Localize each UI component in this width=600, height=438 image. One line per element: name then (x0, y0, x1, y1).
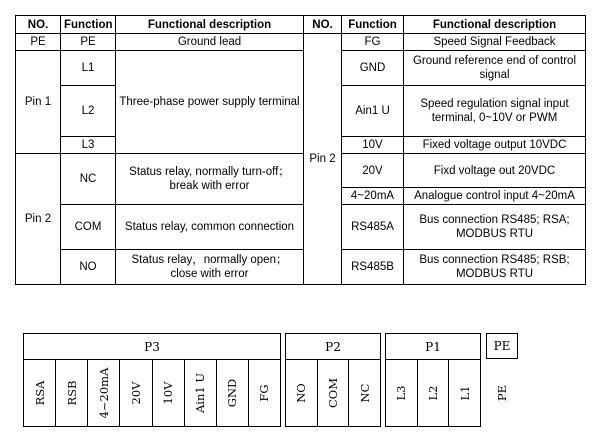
cell-pe-function: PE (61, 34, 116, 51)
cell-nc-description: Status relay, normally turn-off；break with error (116, 154, 304, 205)
cell-right-description: Speed Signal Feedback (404, 34, 586, 51)
header-function-left: Function (61, 16, 116, 34)
cell-l1: L1 (61, 51, 116, 86)
cell-nc: NC (61, 154, 116, 205)
terminal-label-p1: P1 (385, 333, 481, 359)
cell-right-function: Ain1 U (342, 86, 404, 137)
terminal-pin: L3 (386, 360, 418, 426)
table-row (16, 250, 586, 285)
terminal-pin: L2 (418, 360, 450, 426)
cell-right-function: FG (342, 34, 404, 51)
terminal-pins-p3 (23, 359, 281, 427)
terminal-pin: 20V (120, 360, 152, 426)
terminal-pin: RSA (24, 360, 56, 426)
terminal-block-p3 (23, 333, 281, 429)
header-function-right: Function (342, 16, 404, 34)
table-row (16, 34, 586, 51)
terminal-pin: L1 (457, 385, 472, 401)
cell-right-description: Fixd voltage out 20VDC (404, 154, 586, 188)
terminal-pin: NC (357, 383, 372, 403)
cell-l2: L2 (61, 86, 116, 137)
cell-right-description: Speed regulation signal input terminal, 0~10V or PWM (404, 86, 586, 137)
terminal-pin: 10V (153, 360, 185, 426)
terminal-pin: RSB (56, 360, 88, 426)
cell-pin2-left: Pin 2 (16, 154, 61, 285)
cell-right-function: 20V (342, 154, 404, 188)
cell-com-description: Status relay, common connection (116, 205, 304, 250)
cell-pin1-description: Three-phase power supply terminal (116, 51, 304, 154)
table-row (16, 51, 586, 86)
cell-right-description: Bus connection RS485; RSA; MODBUS RTU (404, 205, 586, 250)
table-header-row (16, 16, 586, 34)
cell-right-function: RS485B (342, 250, 404, 285)
header-description-right: Functional description (404, 16, 586, 34)
terminal-label-p2: P2 (285, 333, 381, 359)
cell-pin1: Pin 1 (16, 51, 61, 154)
header-no-left: NO. (16, 16, 61, 34)
cell-pin2-right: Pin 2 (304, 34, 342, 285)
cell-no: NO (61, 250, 116, 285)
terminal-label-p3: P3 (23, 333, 281, 359)
table-row (16, 154, 586, 188)
cell-right-function: GND (342, 51, 404, 86)
terminal-pin: NO (286, 360, 318, 426)
cell-right-function: RS485A (342, 205, 404, 250)
cell-pe-no: PE (16, 34, 61, 51)
terminal-block-p1 (385, 333, 481, 429)
terminal-pins-p1 (385, 359, 481, 427)
cell-right-description: Analogue control input 4~20mA (404, 188, 586, 205)
cell-l3: L3 (61, 137, 116, 154)
terminal-pins-p2 (285, 359, 381, 427)
terminal-pin: COM (318, 360, 350, 426)
cell-right-description: Fixed voltage output 10VDC (404, 137, 586, 154)
cell-no-description: Status relay，normally open；close with error (116, 250, 304, 285)
terminal-pin: FG (257, 384, 272, 402)
terminal-pin-pe: PE (495, 384, 509, 402)
terminal-pin: Ain1 U (185, 360, 217, 426)
header-no-right: NO. (304, 16, 342, 34)
cell-right-description: Bus connection RS485; RSB; MODBUS RTU (404, 250, 586, 285)
terminal-pin: 4~20mA (88, 360, 120, 426)
terminal-label-pe: PE (486, 333, 518, 359)
pin-function-table (15, 15, 586, 285)
header-description-left: Functional description (116, 16, 304, 34)
terminal-block-p2 (285, 333, 381, 429)
cell-right-description: Ground reference end of control signal (404, 51, 586, 86)
cell-right-function: 10V (342, 137, 404, 154)
cell-com: COM (61, 205, 116, 250)
cell-right-function: 4~20mA (342, 188, 404, 205)
table-row (16, 205, 586, 250)
terminal-pin: GND (217, 360, 249, 426)
cell-pe-description: Ground lead (116, 34, 304, 51)
